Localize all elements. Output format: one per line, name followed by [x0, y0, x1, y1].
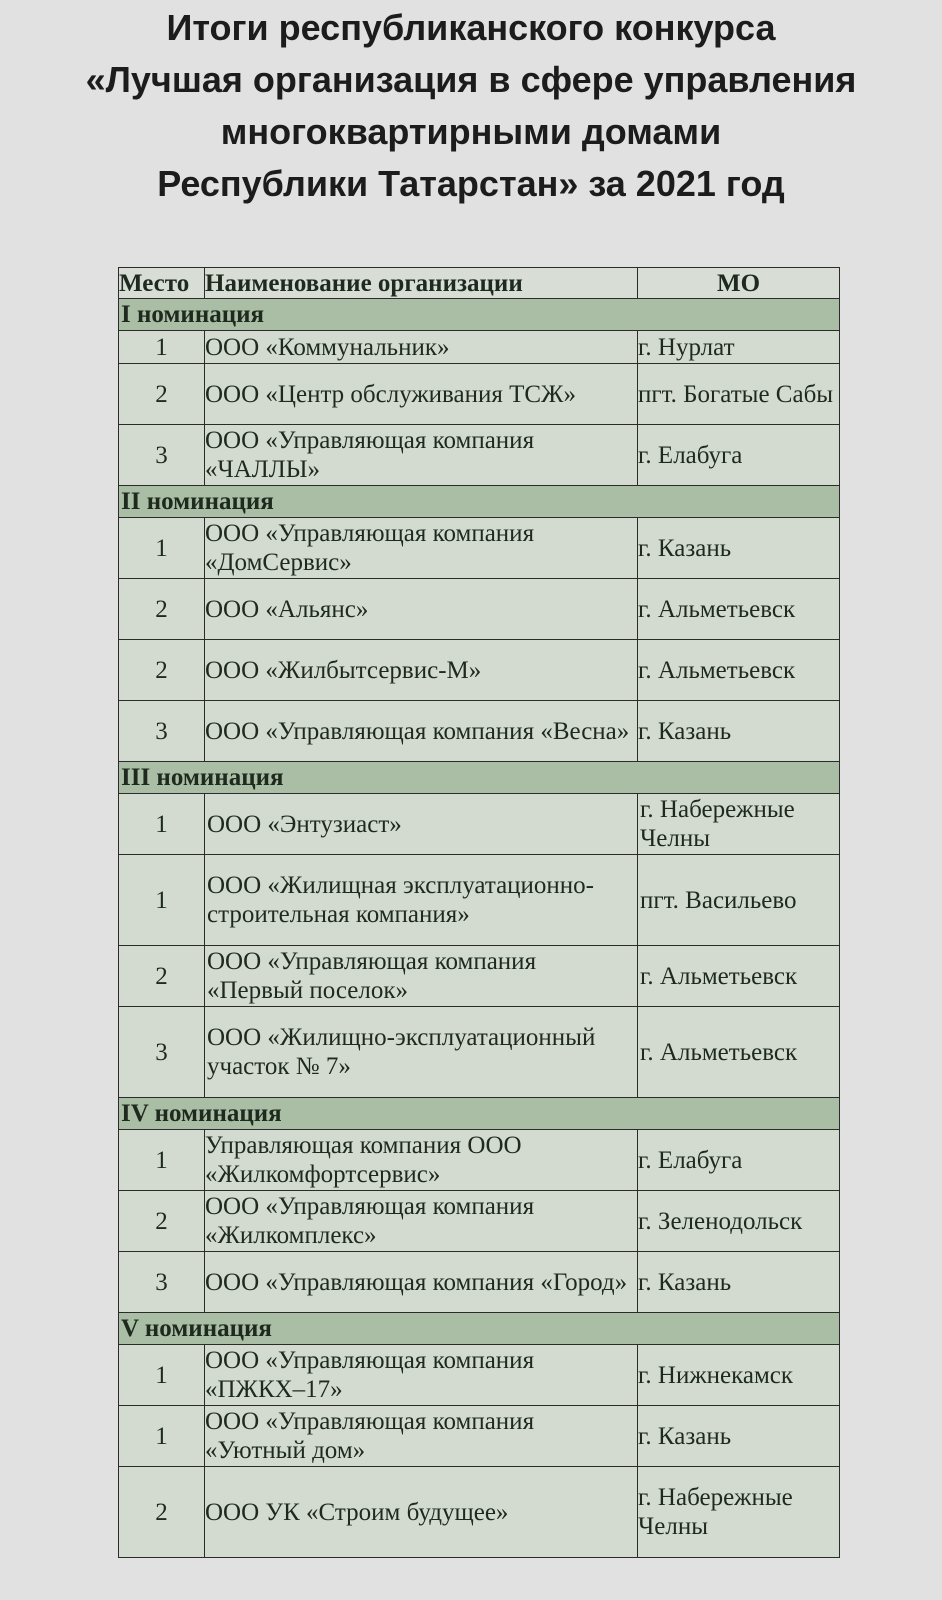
place-cell: 3 — [119, 1007, 205, 1098]
place-cell: 2 — [119, 579, 205, 640]
organization-cell: ООО «Управляющая компания «ПЖКХ–17» — [205, 1345, 638, 1406]
organization-cell: ООО «Жилищно-эксплуатационный участок № 7» — [205, 1007, 638, 1098]
place-cell: 1 — [119, 331, 205, 364]
municipality-cell: г. Казань — [638, 1406, 840, 1467]
municipality-cell: г. Нижнекамск — [638, 1345, 840, 1406]
organization-cell: ООО «Управляющая компания «Жилкомплекс» — [205, 1191, 638, 1252]
place-cell: 3 — [119, 701, 205, 762]
municipality-cell: г. Набережные Челны — [638, 794, 840, 855]
nomination-label: IV номинация — [119, 1098, 840, 1130]
results-table — [118, 267, 840, 1558]
municipality-cell: г. Альметьевск — [638, 640, 840, 701]
header-municipality: МО — [638, 268, 840, 299]
nomination-row — [119, 1313, 840, 1345]
municipality-cell: пгт. Богатые Сабы — [638, 364, 840, 425]
municipality-cell: г. Альметьевск — [638, 579, 840, 640]
organization-cell: ООО «Коммунальник» — [205, 331, 638, 364]
municipality-cell: г. Елабуга — [638, 1130, 840, 1191]
title-line: Республики Татарстан» за 2021 год — [157, 163, 785, 204]
place-cell: 2 — [119, 946, 205, 1007]
organization-cell: ООО «Центр обслуживания ТСЖ» — [205, 364, 638, 425]
place-cell: 1 — [119, 1345, 205, 1406]
place-cell: 1 — [119, 518, 205, 579]
municipality-cell: г. Казань — [638, 701, 840, 762]
table-header-row — [119, 268, 840, 299]
municipality-cell: г. Казань — [638, 518, 840, 579]
organization-cell: ООО УК «Строим будущее» — [205, 1467, 638, 1558]
place-cell: 1 — [119, 855, 205, 946]
municipality-cell: г. Елабуга — [638, 425, 840, 486]
municipality-cell: г. Альметьевск — [638, 946, 840, 1007]
municipality-cell: г. Казань — [638, 1252, 840, 1313]
nomination-row — [119, 486, 840, 518]
place-cell: 2 — [119, 1191, 205, 1252]
title-line: многоквартирными домами — [220, 111, 722, 152]
place-cell: 2 — [119, 640, 205, 701]
table-row — [119, 640, 840, 701]
page-title — [0, 2, 942, 210]
municipality-cell: г. Альметьевск — [638, 1007, 840, 1098]
table-row — [119, 1252, 840, 1313]
table-row — [119, 364, 840, 425]
table-row — [119, 794, 840, 855]
organization-cell: ООО «Управляющая компания «Первый поселок» — [205, 946, 638, 1007]
place-cell: 2 — [119, 364, 205, 425]
table-row — [119, 946, 840, 1007]
table-row — [119, 1130, 840, 1191]
municipality-cell: г. Зеленодольск — [638, 1191, 840, 1252]
municipality-cell: пгт. Васильево — [638, 855, 840, 946]
nomination-label: II номинация — [119, 486, 840, 518]
organization-cell: ООО «Управляющая компания «Весна» — [205, 701, 638, 762]
organization-cell: ООО «Энтузиаст» — [205, 794, 638, 855]
nomination-label: V номинация — [119, 1313, 840, 1345]
place-cell: 3 — [119, 425, 205, 486]
table-row — [119, 425, 840, 486]
table-row — [119, 855, 840, 946]
table-row — [119, 331, 840, 364]
title-line: «Лучшая организация в сфере управления — [85, 59, 857, 100]
place-cell: 1 — [119, 1406, 205, 1467]
table-row — [119, 1345, 840, 1406]
municipality-cell: г. Нурлат — [638, 331, 840, 364]
table-row — [119, 1406, 840, 1467]
nomination-label: I номинация — [119, 299, 840, 331]
nomination-row — [119, 299, 840, 331]
nomination-row — [119, 762, 840, 794]
municipality-cell: г. Набережные Челны — [638, 1467, 840, 1558]
title-line: Итоги республиканского конкурса — [166, 7, 776, 48]
organization-cell: ООО «Жилбытсервис-М» — [205, 640, 638, 701]
table-row — [119, 701, 840, 762]
place-cell: 3 — [119, 1252, 205, 1313]
table-row — [119, 1467, 840, 1558]
place-cell: 2 — [119, 1467, 205, 1558]
organization-cell: ООО «Управляющая компания «Город» — [205, 1252, 638, 1313]
organization-cell: ООО «Управляющая компания «ДомСервис» — [205, 518, 638, 579]
place-cell: 1 — [119, 794, 205, 855]
nomination-row — [119, 1098, 840, 1130]
header-organization-name: Наименование организации — [205, 268, 638, 299]
table-row — [119, 1191, 840, 1252]
organization-cell: ООО «Управляющая компания «Уютный дом» — [205, 1406, 638, 1467]
table-row — [119, 518, 840, 579]
organization-cell: ООО «Управляющая компания «ЧАЛЛЫ» — [205, 425, 638, 486]
nomination-label: III номинация — [119, 762, 840, 794]
table-row — [119, 1007, 840, 1098]
header-place: Место — [119, 268, 205, 299]
place-cell: 1 — [119, 1130, 205, 1191]
organization-cell: ООО «Жилищная эксплуатационно-строительная компания» — [205, 855, 638, 946]
organization-cell: Управляющая компания ООО «Жилкомфортсервис» — [205, 1130, 638, 1191]
table-row — [119, 579, 840, 640]
organization-cell: ООО «Альянс» — [205, 579, 638, 640]
